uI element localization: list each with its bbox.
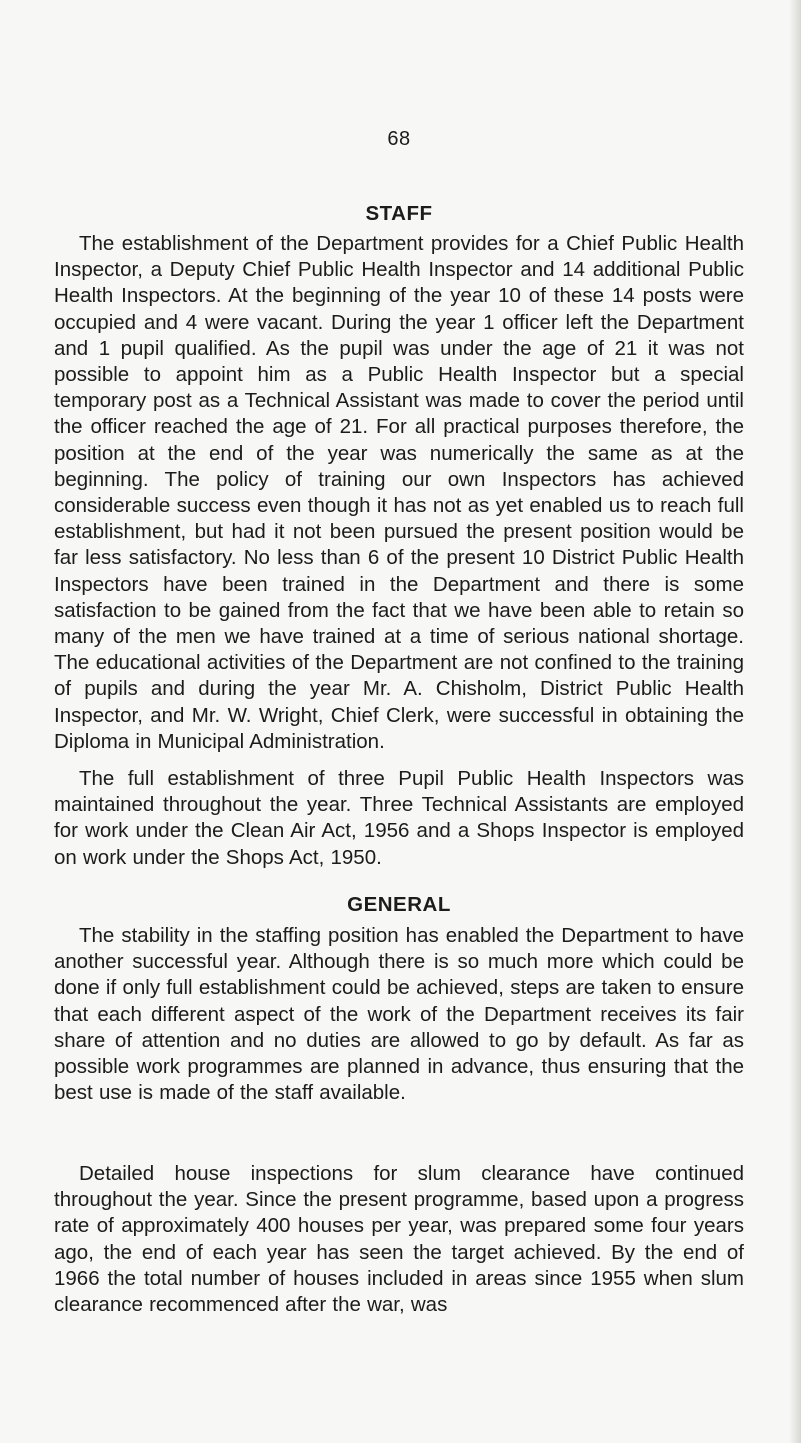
staff-paragraph-1: The establishment of the Department provides for a Chief Public Health Inspector, a Deputy Chief Public Health Inspector and 14 additional Public Health Inspectors. At the beginning of the year 10 of these 14 posts were occupied and 4 were vacant. During the year 1 officer left the Department and 1 pupil qualified. As the pupil was under the age of 21 it was not possible to appoint him as a Public Health Inspector but a special temporary post as a Technical Assistant was made to cover the period until the officer reached the age of 21. For all practical purposes therefore, the position at the end of the year was numerically the same as at the beginning. The policy of training our own Inspectors has achieved considerable success even though it has not as yet enabled us to reach full establishment, but had it not been pursued the present position would be far less satisfactory. No less than 6 of the present 10 District Public Health Inspectors have been trained in the Department and there is some satisfaction to be gained from the fact that we have been able to retain so many of the men we have trained at a time of serious national shortage. The educational activities of the Department are not confined to the training of pupils and during the year Mr. A. Chisholm, District Public Health Inspector, and Mr. W. Wright, Chief Clerk, were successful in obtaining the Diploma in Municipal Administration. [54,232,744,753]
general-paragraph-2: Detailed house inspections for slum clearance have continued throughout the year. Since the present programme, based upon a progress rate of approximately 400 houses per year, was prepared some four years ago, the end of each year has seen the target achieved. By the end of 1966 the total number of houses included in areas since 1955 when slum clearance recommenced after the war, was [54,1162,744,1317]
staff-paragraph-2: The full establishment of three Pupil Public Health Inspectors was maintained throughout the year. Three Technical Assistants are employed for work under the Clean Air Act, 1956 and a Shops Inspector is employed on work under the Shops Act, 1950. [54,767,744,869]
general-paragraph-1: The stability in the staffing position has enabled the Department to have another successful year. Although there is so much more which could be done if only full establishment could be achieved, steps are taken to ensure that each different aspect of the work of the Department receives its fair share of attention and no duties are allowed to go by default. As far as possible work programmes are planned in advance, thus ensuring that the best use is made of the staff available. [54,924,744,1105]
page-number: 68 [387,128,411,150]
section-heading-general: GENERAL [347,893,451,916]
page-edge-shadow [789,0,801,1443]
section-heading-staff: STAFF [365,202,433,225]
